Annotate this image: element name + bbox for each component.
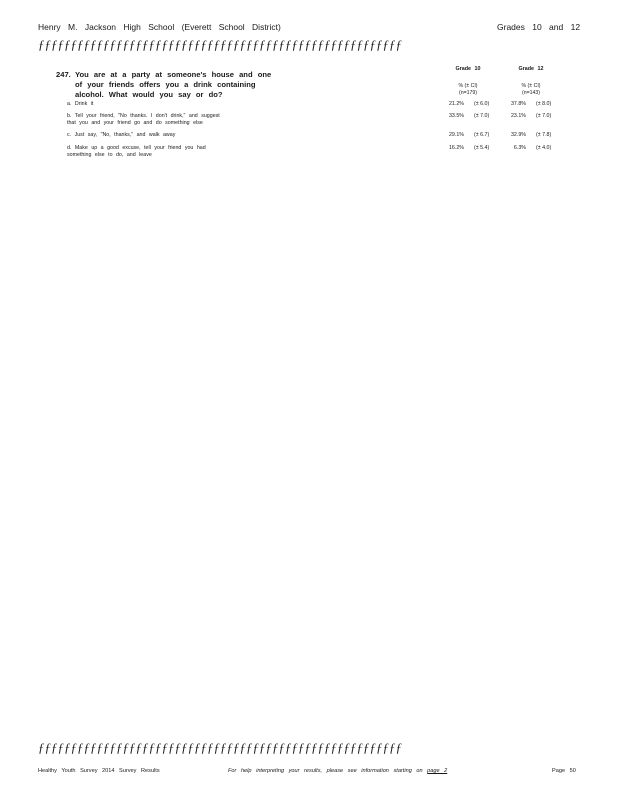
option-b-label-line-1: b. Tell your friend, "No thanks. I don't drink," and suggest — [67, 113, 220, 119]
page-number: Page 50 — [552, 768, 576, 774]
column-header-grade-12: Grade 12 — [518, 66, 544, 72]
column-stat-grade-10: % (± CI) — [458, 83, 478, 89]
option-c-grade-10-ci: (± 6.7) — [474, 132, 490, 138]
footer-rule: ƒƒƒƒƒƒƒƒƒƒƒƒƒƒƒƒƒƒƒƒƒƒƒƒƒƒƒƒƒƒƒƒƒƒƒƒƒƒƒƒƒƒƒƒƒƒƒƒƒƒƒƒƒƒƒƒ — [38, 740, 402, 755]
header-rule: ƒƒƒƒƒƒƒƒƒƒƒƒƒƒƒƒƒƒƒƒƒƒƒƒƒƒƒƒƒƒƒƒƒƒƒƒƒƒƒƒƒƒƒƒƒƒƒƒƒƒƒƒƒƒƒƒ — [38, 37, 402, 52]
option-b-grade-12-value: 23.1% — [510, 113, 526, 119]
option-d-grade-12-value: 6.3% — [513, 145, 526, 151]
option-b-label-line-2: that you and your friend go and do something else — [67, 120, 203, 126]
column-stat-grade-12: % (± CI) — [521, 83, 541, 89]
question-line-3: alcohol. What would you say or do? — [75, 90, 223, 99]
question-line-2: of your friends offers you a drink containing — [75, 80, 256, 89]
option-d-grade-10-ci: (± 5.4) — [474, 145, 490, 151]
school-title: Henry M. Jackson High School (Everett School District) — [38, 22, 281, 32]
option-c-grade-10-value: 29.1% — [448, 132, 464, 138]
option-d-grade-10-value: 16.2% — [448, 145, 464, 151]
option-a-grade-10-ci: (± 6.0) — [474, 101, 490, 107]
option-a-grade-12-ci: (± 8.0) — [536, 101, 552, 107]
option-c-grade-12-ci: (± 7.8) — [536, 132, 552, 138]
option-d-grade-12-ci: (± 4.0) — [536, 145, 552, 151]
option-d-label-line-2: something else to do, and leave — [67, 152, 152, 158]
column-n-grade-10: (n=179) — [458, 90, 478, 96]
option-a-grade-10-value: 21.2% — [448, 101, 464, 107]
option-b-grade-12-ci: (± 7.0) — [536, 113, 552, 119]
grades-label: Grades 10 and 12 — [497, 22, 581, 32]
footer-help-prefix: For help interpreting your results, please see information starting on — [228, 768, 423, 774]
option-b-grade-10-ci: (± 7.0) — [474, 113, 490, 119]
option-c-grade-12-value: 32.9% — [510, 132, 526, 138]
column-header-grade-10: Grade 10 — [455, 66, 481, 72]
footer-survey-title: Healthy Youth Survey 2014 Survey Results — [38, 768, 160, 774]
column-n-grade-12: (n=143) — [521, 90, 541, 96]
footer-help-text — [228, 768, 447, 774]
option-b-grade-10-value: 33.5% — [448, 113, 464, 119]
option-a-grade-12-value: 37.8% — [510, 101, 526, 107]
option-a-label: a. Drink it — [67, 101, 94, 107]
page-2-link[interactable]: page 2 — [427, 768, 448, 774]
question-number: 247. — [56, 70, 71, 79]
question-line-1: You are at a party at someone's house and one — [75, 70, 272, 79]
option-d-label-line-1: d. Make up a good excuse, tell your friend you had — [67, 145, 206, 151]
option-c-label: c. Just say, "No, thanks," and walk away — [67, 132, 176, 138]
